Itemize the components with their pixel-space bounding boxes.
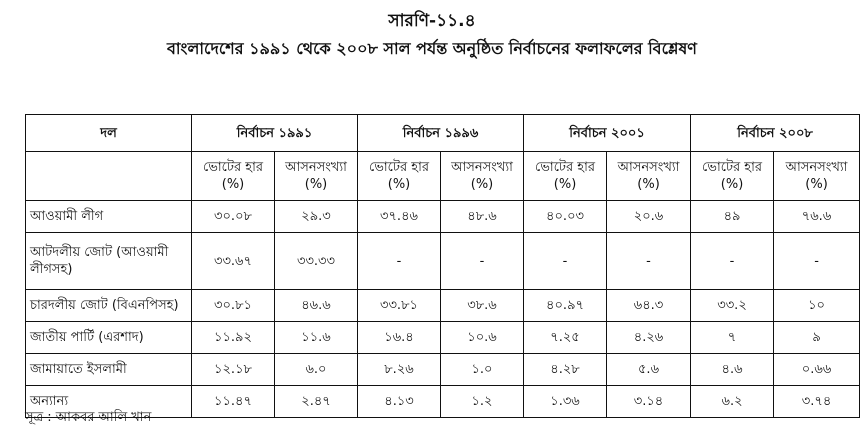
seat-count-cell: ৪.২৬ <box>607 322 691 354</box>
table-row <box>26 233 860 290</box>
party-name-cell: আটদলীয় জোট (আওয়ামী লীগসহ) <box>26 233 192 290</box>
seat-count-subheader <box>275 152 358 201</box>
vote-rate-cell: ৪৯ <box>691 201 774 233</box>
vote-rate-cell: ৩৩.৬৭ <box>192 233 275 290</box>
table-body <box>26 201 860 418</box>
table-row <box>26 354 860 386</box>
vote-rate-subheader <box>524 152 607 201</box>
seat-count-cell: ১১.৬ <box>275 322 358 354</box>
seat-count-cell: ০.৬৬ <box>774 354 860 386</box>
header-row <box>26 115 860 152</box>
vote-rate-cell: ৩০.৮১ <box>192 290 275 322</box>
subheader-label: আসনসংখ্যা <box>285 160 347 175</box>
party-name-cell: জামায়াতে ইসলামী <box>26 354 192 386</box>
vote-rate-cell: - <box>358 233 441 290</box>
election-2001-header: নির্বাচন ২০০১ <box>524 115 691 152</box>
subheader-unit: (%) <box>553 177 577 192</box>
party-name-cell: চারদলীয় জোট (বিএনপিসহ) <box>26 290 192 322</box>
party-header: দল <box>26 115 192 152</box>
seat-count-cell: ৬.০ <box>275 354 358 386</box>
seat-count-cell: - <box>774 233 860 290</box>
election-1991-header: নির্বাচন ১৯৯১ <box>192 115 358 152</box>
subheader-unit: (%) <box>470 177 494 192</box>
vote-rate-cell: ৩৩.২ <box>691 290 774 322</box>
vote-rate-cell: ৭ <box>691 322 774 354</box>
table-title: সারণি-১১.৪ <box>388 11 476 31</box>
election-results-table <box>25 114 860 418</box>
vote-rate-cell: - <box>691 233 774 290</box>
seat-count-cell: ৪৬.৬ <box>275 290 358 322</box>
seat-count-cell: ১.২ <box>441 386 524 418</box>
subheader-label: আসনসংখ্যা <box>617 160 680 175</box>
subheader-unit: (%) <box>304 177 328 192</box>
party-subheader-cell <box>26 152 192 201</box>
vote-rate-cell: - <box>524 233 607 290</box>
vote-rate-cell: ৪.২৮ <box>524 354 607 386</box>
table-row <box>26 290 860 322</box>
election-2008-header: নির্বাচন ২০০৮ <box>691 115 860 152</box>
vote-rate-cell: ৪০.৯৭ <box>524 290 607 322</box>
seat-count-cell: ৭৬.৬ <box>774 201 860 233</box>
table-subtitle: বাংলাদেশের ১৯৯১ থেকে ২০০৮ সাল পর্যন্ত অনুষ্ঠিত নির্বাচনের ফলাফলের বিশ্লেষণ <box>167 39 697 58</box>
vote-rate-cell: ৩৭.৪৬ <box>358 201 441 233</box>
seat-count-cell: ২০.৬ <box>607 201 691 233</box>
subheader-unit: (%) <box>805 177 828 192</box>
vote-rate-cell: ১৬.৪ <box>358 322 441 354</box>
subheader-label: ভোটের হার <box>368 160 430 175</box>
subheader-label: ভোটের হার <box>202 160 264 175</box>
subheader-unit: (%) <box>720 177 744 192</box>
source-note: সূত্র : আকবর আলি খান <box>25 410 152 425</box>
subheader-row <box>26 152 860 201</box>
vote-rate-subheader <box>358 152 441 201</box>
vote-rate-cell: ৬.২ <box>691 386 774 418</box>
seat-count-cell: ৩.৭৪ <box>774 386 860 418</box>
vote-rate-cell: ১১.৪৭ <box>192 386 275 418</box>
subheader-unit: (%) <box>637 177 660 192</box>
subheader-label: ভোটের হার <box>534 160 596 175</box>
vote-rate-cell: ৪.১৩ <box>358 386 441 418</box>
seat-count-cell: ৩৮.৬ <box>441 290 524 322</box>
party-name-cell: অন্যান্য <box>26 386 192 418</box>
seat-count-cell: ২৯.৩ <box>275 201 358 233</box>
subheader-label: আসনসংখ্যা <box>785 160 848 175</box>
table-row <box>26 201 860 233</box>
subheader-label: ভোটের হার <box>701 160 763 175</box>
vote-rate-cell: ৩৩.৮১ <box>358 290 441 322</box>
table-row <box>26 322 860 354</box>
subheader-unit: (%) <box>221 177 245 192</box>
vote-rate-cell: ১.৩৬ <box>524 386 607 418</box>
seat-count-cell: ১০.৬ <box>441 322 524 354</box>
seat-count-cell: - <box>607 233 691 290</box>
seat-count-subheader <box>607 152 691 201</box>
election-1996-header: নির্বাচন ১৯৯৬ <box>358 115 524 152</box>
vote-rate-cell: ১২.১৮ <box>192 354 275 386</box>
seat-count-cell: ৫.৬ <box>607 354 691 386</box>
seat-count-cell: ১.০ <box>441 354 524 386</box>
vote-rate-cell: ১১.৯২ <box>192 322 275 354</box>
seat-count-subheader <box>774 152 860 201</box>
vote-rate-cell: ৪০.০৩ <box>524 201 607 233</box>
vote-rate-subheader <box>691 152 774 201</box>
seat-count-cell: ৬৪.৩ <box>607 290 691 322</box>
vote-rate-cell: ৩০.০৮ <box>192 201 275 233</box>
subheader-label: আসনসংখ্যা <box>451 160 513 175</box>
party-name-cell: জাতীয় পার্টি (এরশাদ) <box>26 322 192 354</box>
seat-count-cell: ১০ <box>774 290 860 322</box>
seat-count-cell: ৩.১৪ <box>607 386 691 418</box>
seat-count-cell: ৯ <box>774 322 860 354</box>
subheader-unit: (%) <box>387 177 411 192</box>
vote-rate-cell: ৭.২৫ <box>524 322 607 354</box>
seat-count-subheader <box>441 152 524 201</box>
seat-count-cell: ৩৩.৩৩ <box>275 233 358 290</box>
seat-count-cell: ২.৪৭ <box>275 386 358 418</box>
vote-rate-cell: ৮.২৬ <box>358 354 441 386</box>
seat-count-cell: ৪৮.৬ <box>441 201 524 233</box>
party-name-cell: আওয়ামী লীগ <box>26 201 192 233</box>
vote-rate-subheader <box>192 152 275 201</box>
seat-count-cell: - <box>441 233 524 290</box>
vote-rate-cell: ৪.৬ <box>691 354 774 386</box>
